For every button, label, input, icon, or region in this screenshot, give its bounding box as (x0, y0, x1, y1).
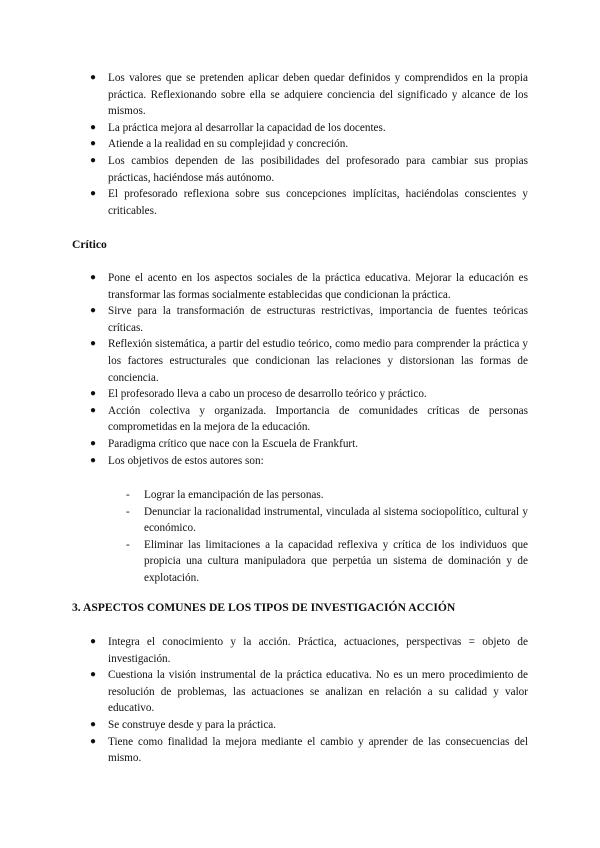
bullet-icon: ● (90, 718, 97, 730)
bullet-icon: ● (90, 272, 97, 283)
bullet-icon: ● (90, 388, 97, 400)
bullet-icon: ● (90, 138, 97, 150)
bullet-icon: ● (90, 121, 97, 133)
list-item: ● Tiene como finalidad la mejora mediante el cambio y aprender de las consecuencias del mismo. (90, 735, 528, 765)
dash-icon: - (126, 489, 130, 501)
bullet-icon: ● (90, 669, 97, 681)
list-item: ● Los objetivos de estos autores son: (90, 453, 528, 470)
critico-heading: Crítico (72, 238, 107, 251)
list-item: ● Los valores que se pretenden aplicar deben quedar definidos y comprendidos en la propia práctica. Reflexionando sobre ella se adquiere conciencia del significado y alcance de los mismos. (90, 72, 528, 118)
section3-heading: 3. ASPECTOS COMUNES DE LOS TIPOS DE INVESTIGACIÓN ACCIÓN (72, 601, 456, 614)
bullet-icon: ● (90, 735, 97, 747)
list-item: - Eliminar las limitaciones a la capacidad reflexiva y crítica de los individuos que propicia una cultura manipuladora que perpetúa un sistema de dominación y de explotación. (126, 538, 528, 584)
objectives-dash-list (126, 487, 528, 587)
list-item: ● El profesorado lleva a cabo un proceso de desarrollo teórico y práctico. (90, 386, 528, 403)
list-item: ● Pone el acento en los aspectos sociales de la práctica educativa. Mejorar la educación es transformar las formas socialmente establecidas que condicionan la práctica. (90, 272, 528, 301)
list-item: ● Los cambios dependen de las posibilidades del profesorado para cambiar sus propias prácticas, haciéndose más autónomo. (90, 154, 528, 184)
list-item: ● Reflexión sistemática, a partir del estudio teórico, como medio para comprender la práctica y los factores estructurales que condicionan las relaciones y distorsionan las formas de conciencia. (90, 338, 528, 384)
list-item: ● La práctica mejora al desarrollar la capacidad de los docentes. (90, 120, 528, 137)
list-item: - Denunciar la racionalidad instrumental, vinculada al sistema sociopolítico, cultural y económico. (126, 505, 528, 535)
list-item: ● Atiende a la realidad en su complejidad y concreción. (90, 136, 528, 153)
list-item: ● El profesorado reflexiona sobre sus concepciones implícitas, haciéndolas conscientes y criticables. (90, 188, 528, 217)
bullet-icon: ● (90, 188, 97, 200)
list-item: ● Integra el conocimiento y la acción. Práctica, actuaciones, perspectivas = objeto de investigación. (90, 636, 528, 665)
critico-bullet-list (90, 270, 528, 469)
bullet-icon: ● (90, 437, 97, 449)
bullet-icon: ● (90, 305, 97, 317)
dash-icon: - (126, 505, 130, 518)
list-item: ● Acción colectiva y organizada. Importancia de comunidades críticas de personas comprometidas en la mejora de la educación. (90, 404, 528, 434)
top-bullet-list (90, 70, 528, 219)
list-item: ● Se construye desde y para la práctica. (90, 717, 528, 734)
bullet-icon: ● (90, 454, 97, 466)
list-item: - Lograr la emancipación de las personas. (126, 487, 528, 504)
bullet-icon: ● (90, 338, 97, 350)
list-item: ● Paradigma crítico que nace con la Escuela de Frankfurt. (90, 436, 528, 453)
section3-bullet-list (90, 634, 528, 767)
bullet-icon: ● (90, 404, 97, 416)
list-item: ● Cuestiona la visión instrumental de la práctica educativa. No es un mero procedimiento de resolución de problemas, las actuaciones se analizan en relación a su calidad y valor educativo. (90, 669, 528, 715)
list-item: ● Sirve para la transformación de estructuras restrictivas, importancia de fuentes teóricas críticas. (90, 305, 528, 334)
bullet-icon: ● (90, 154, 97, 166)
bullet-icon: ● (90, 636, 97, 647)
bullet-icon: ● (90, 72, 97, 83)
dash-icon: - (126, 538, 130, 551)
